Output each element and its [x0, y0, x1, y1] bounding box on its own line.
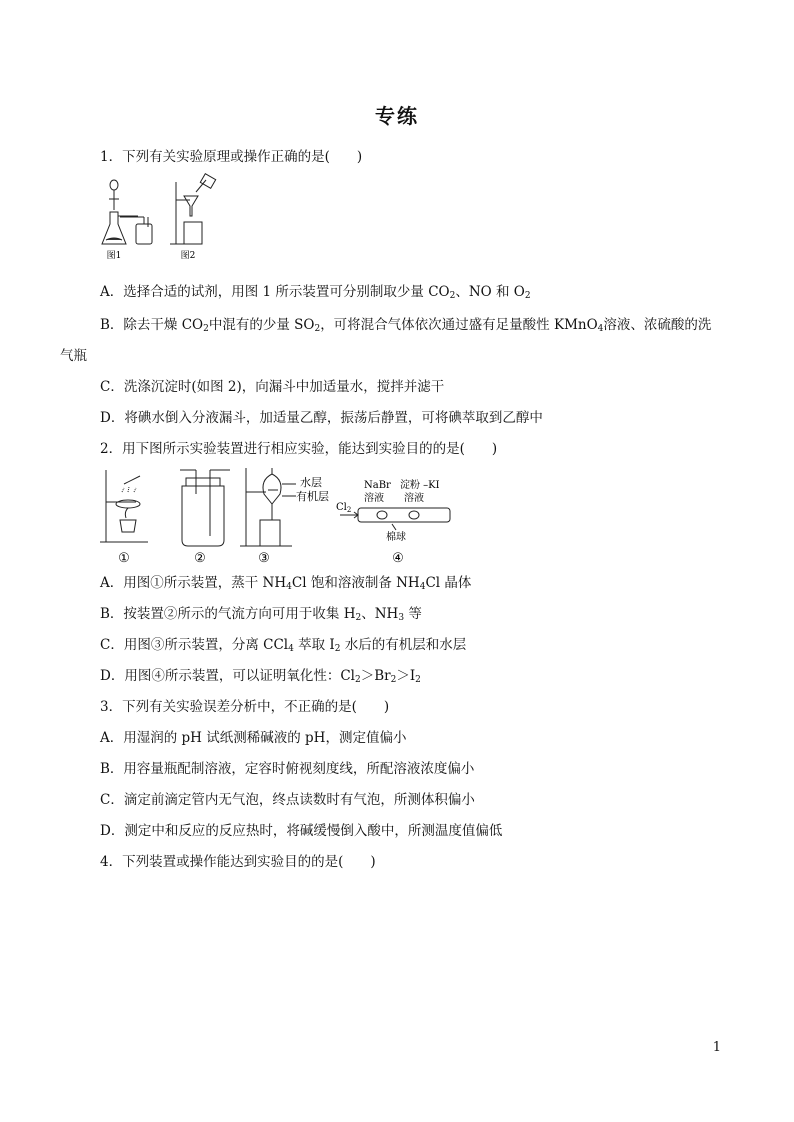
- q2-option-d: D．用图④所示装置，可以证明氧化性：$Cl_2>Br_2>I_2$: [100, 668, 421, 685]
- q2-stem: 2．用下图所示实验装置进行相应实验，能达到实验目的的是( ): [100, 441, 498, 457]
- nabr-label: NaBr: [364, 480, 391, 491]
- q3-stem: 3．下列有关实验误差分析中，不正确的是( ): [100, 699, 390, 715]
- page-title: 专练: [375, 104, 419, 128]
- page-number: 1: [712, 1040, 721, 1055]
- q2-option-a: A．用图①所示装置，蒸干 $NH_4Cl$ 饱和溶液制备 $NH_4Cl$ 晶体: [100, 575, 472, 592]
- q1-option-a: A．选择合适的试剂，用图 1 所示装置可分别制取少量 $CO_2$、NO 和 $O_2$: [100, 284, 531, 301]
- starch-ki-solution-label: 溶液: [404, 493, 424, 504]
- fig1-label: 图1: [106, 251, 122, 261]
- water-layer-label: 水层: [300, 476, 322, 489]
- q1-option-b: B．除去干燥 $CO_2$中混有的少量 $SO_2$，可将混合气体依次通过盛有足量酸性 KMnO$_4$溶液、浓硫酸的洗: [100, 317, 712, 334]
- q3-option-c: C．滴定前滴定管内无气泡，终点读数时有气泡，所测体积偏小: [100, 792, 475, 808]
- q1-option-c: C．洗涤沉淀时(如图 2)，向漏斗中加适量水，搅拌并滤干: [100, 379, 445, 395]
- q1-stem: 1．下列有关实验原理或操作正确的是( ): [100, 149, 363, 165]
- q1-option-d: D．将碘水倒入分液漏斗，加适量乙醇，振荡后静置，可将碘萃取到乙醇中: [100, 410, 543, 426]
- fig-number-1: ①: [118, 551, 130, 566]
- q3-option-d: D．测定中和反应的反应热时，将碱缓慢倒入酸中，所测温度值偏低: [100, 823, 503, 839]
- q2-option-c: C．用图③所示装置，分离 CCl$_4$ 萃取 $I_2$ 水后的有机层和水层: [100, 637, 467, 654]
- q4-stem: 4．下列装置或操作能达到实验目的的是( ): [100, 854, 376, 870]
- q3-option-b: B．用容量瓶配制溶液，定容时俯视刻度线，所配溶液浓度偏小: [100, 761, 475, 777]
- q3-option-a: A．用湿润的 pH 试纸测稀碱液的 pH，测定值偏小: [100, 730, 407, 746]
- fig-number-3: ③: [258, 551, 270, 566]
- q1-option-b-continued: 气瓶: [60, 348, 87, 364]
- q1-figure: [98, 172, 228, 266]
- fig2-label: 图2: [180, 251, 196, 261]
- cotton-ball-label: 棉球: [386, 532, 406, 543]
- q2-figure: [96, 462, 456, 571]
- nabr-solution-label: 溶液: [364, 493, 384, 504]
- organic-layer-label: 有机层: [296, 490, 329, 503]
- fig-number-4: ④: [392, 551, 404, 566]
- q2-option-b: B．按装置②所示的气流方向可用于收集 $H_2$、$NH_3$ 等: [100, 606, 422, 623]
- starch-ki-label: 淀粉 –KI: [400, 480, 440, 491]
- fig-number-2: ②: [194, 551, 206, 566]
- cl2-label: $Cl_2$: [336, 502, 352, 514]
